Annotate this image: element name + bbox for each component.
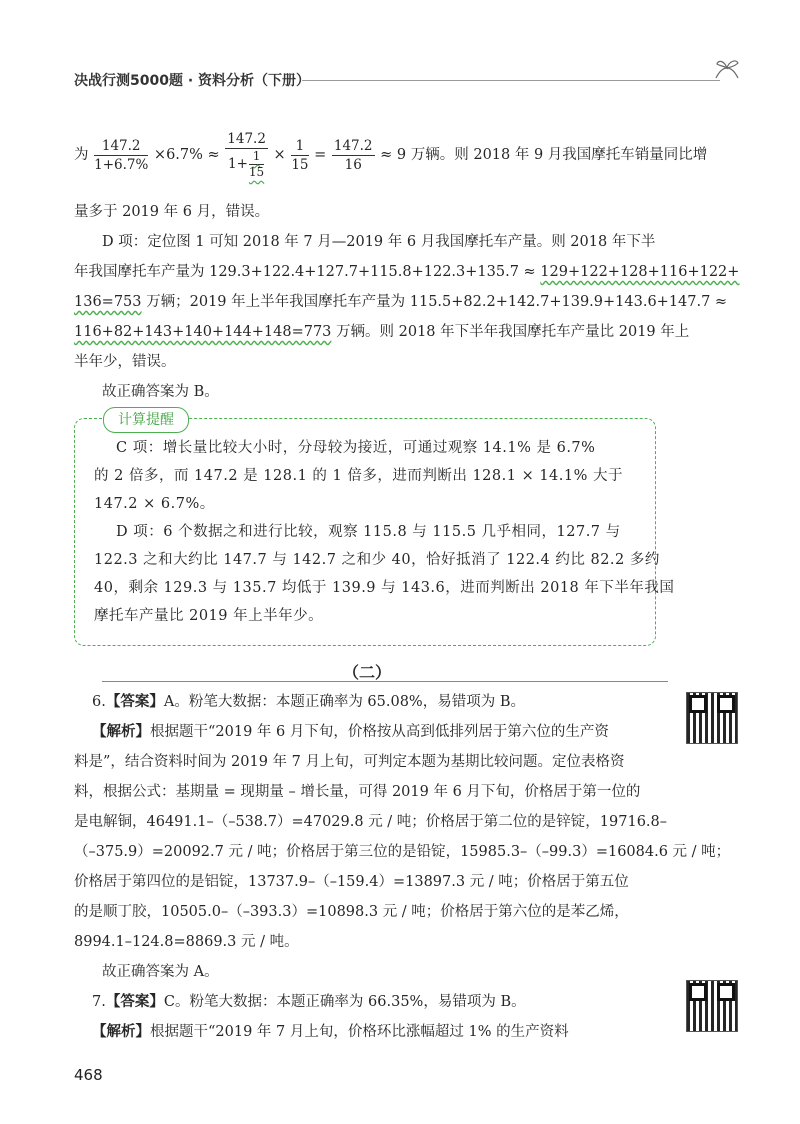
qr-code[interactable] (686, 692, 738, 744)
text-line: 料，根据公式：基期量 = 现期量 – 增长量，可得 2019 年 6 月下旬，价格居于第一位的 (74, 784, 641, 800)
page-number: 468 (74, 1066, 103, 1084)
question-number: 7. (92, 994, 106, 1010)
underlined-span: 136=753 (74, 294, 142, 310)
tip-line: 122.3 之和大约比 147.7 与 142.7 之和少 40，恰好抵消了 122.4 约比 82.2 多约 (94, 552, 660, 568)
tip-line: 40，剩余 129.3 与 135.7 均低于 139.9 与 143.6，进而判断出 2018 年下半年我国 (94, 580, 675, 596)
tip-line: C 项：增长量比较大小时，分母较为接近，可通过观察 14.1% 是 6.7% (116, 440, 596, 456)
answer-text: A。粉笔大数据：本题正确率为 65.08%，易错项为 B。 (163, 694, 525, 710)
fraction-2-denominator (225, 149, 268, 180)
q7-answer-line (92, 992, 526, 1012)
section-rule (102, 681, 668, 682)
text-line (74, 292, 727, 312)
q6-answer-line (92, 692, 525, 712)
tip-line: 147.2 × 6.7%。 (94, 496, 215, 512)
calc-text-1: ×6.7% ≈ (153, 147, 220, 163)
text-line: 是电解铜，46491.1–（–538.7）=47029.8 元 / 吨；价格居于第二位的是锌锭，19716.8– (74, 814, 668, 830)
text-line: D 项：定位图 1 可知 2018 年 7 月—2019 年 6 月我国摩托车产量。则 2018 年下半 (102, 234, 656, 250)
fraction-3 (291, 137, 308, 174)
underlined-span: 129+122+128+116+122+ (540, 264, 740, 280)
fraction-2 (225, 130, 268, 180)
text-line: （–375.9）=20092.7 元 / 吨；价格居于第三位的是铅锭，15985.3–（–99.3）=16084.6 元 / 吨； (74, 844, 731, 860)
text-line: 价格居于第四位的是铝锭，13737.9–（–159.4）=13897.3 元 / 吨；价格居于第五位 (74, 874, 629, 890)
subfraction-numerator: 1 (249, 149, 264, 165)
text-span: 万辆；2019 年上半年我国摩托车产量为 115.5+82.2+142.7+139.9+143.6+147.7 ≈ (141, 294, 728, 310)
answer-line: 故正确答案为 A。 (102, 964, 219, 980)
fraction-2-subfraction (249, 149, 264, 180)
running-header: 决战行测5000题 · 资料分析（下册） (74, 73, 311, 89)
tip-line: 摩托车产量比 2019 年上半年少。 (94, 608, 324, 624)
text-span: 根据题干“2019 年 7 月上旬，价格环比涨幅超过 1% 的生产资料 (150, 1024, 569, 1040)
answer-line: 故正确答案为 B。 (102, 384, 219, 400)
text-span: 根据题干“2019 年 6 月下旬，价格按从高到低排列居于第六位的生产资 (150, 724, 609, 740)
fraction-4 (332, 137, 375, 174)
text-line (74, 322, 689, 342)
tip-line: 的 2 倍多，而 147.2 是 128.1 的 1 倍多，进而判断出 128.1 × 14.1% 大于 (94, 468, 624, 484)
text-line: 的是顺丁胶，10505.0–（–393.3）=10898.3 元 / 吨；价格居于第六位的是苯乙烯， (74, 904, 629, 920)
sprout-icon (712, 56, 742, 80)
fraction-4-numerator: 147.2 (333, 137, 373, 154)
fraction-1-denominator: 1+6.7% (94, 156, 149, 173)
question-number: 6. (92, 694, 106, 710)
subfraction-denominator: 15 (248, 165, 265, 179)
fraction-1-numerator: 147.2 (94, 137, 148, 156)
text-line: 半年少，错误。 (74, 354, 176, 370)
calc-text-4: ≈ 9 万辆。则 2018 年 9 月我国摩托车销量同比增 (380, 147, 708, 163)
q6-analysis-line (92, 722, 609, 742)
answer-text: C。粉笔大数据：本题正确率为 66.35%，易错项为 B。 (163, 994, 526, 1010)
text-line: 料是”，结合资料时间为 2019 年 7 月上旬，可判定本题为基期比较问题。定位表格资 (74, 754, 625, 770)
fraction-3-numerator: 1 (291, 137, 308, 156)
fraction-3-denominator: 15 (291, 156, 309, 173)
analysis-tag: 【解析】 (92, 1023, 150, 1040)
fraction-4-denominator: 16 (344, 156, 362, 173)
text-span: 年我国摩托车产量为 129.3+122.4+127.7+115.8+122.3+135.7 ≈ (74, 264, 541, 280)
underlined-span: 116+82+143+140+144+148=773 (74, 324, 332, 340)
q7-analysis-line (92, 1022, 569, 1042)
tip-line: D 项：6 个数据之和进行比较，观察 115.8 与 115.5 几乎相同，127.7 与 (116, 524, 621, 540)
header-rule (302, 80, 720, 81)
fraction-2-numerator: 147.2 (227, 131, 266, 147)
calc-text-2: × (273, 147, 286, 163)
text-line: 量多于 2019 年 6 月，错误。 (74, 204, 270, 220)
calc-text-3: = (314, 147, 327, 163)
answer-tag: 【答案】 (105, 693, 164, 710)
analysis-tag: 【解析】 (92, 723, 150, 740)
calc-prefix: 为 (74, 147, 89, 163)
calc-line (74, 130, 707, 180)
tip-box-tag: 计算提醒 (103, 407, 189, 433)
text-line (74, 262, 739, 282)
answer-tag: 【答案】 (105, 993, 164, 1010)
text-line: 8994.1–124.8=8869.3 元 / 吨。 (74, 934, 299, 950)
text-span: 万辆。则 2018 年下半年我国摩托车产量比 2019 年上 (331, 324, 690, 340)
fraction-2-den-prefix: 1+ (228, 156, 248, 172)
fraction-1 (94, 137, 148, 174)
section-title: （二） (343, 663, 392, 682)
qr-code[interactable] (686, 980, 738, 1032)
